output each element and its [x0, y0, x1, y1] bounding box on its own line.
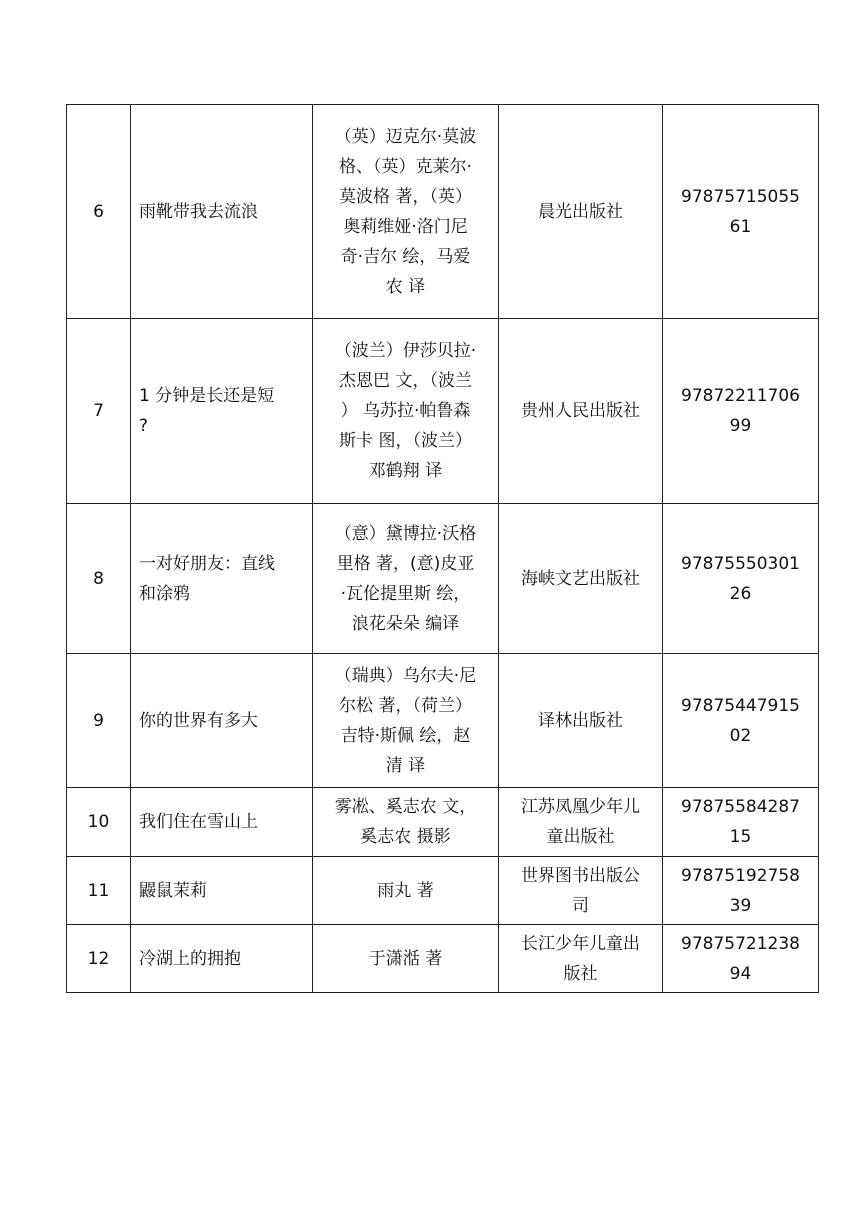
- row-number: 7: [67, 319, 131, 504]
- row-number: 11: [67, 857, 131, 925]
- book-publisher: 海峡文艺出版社: [499, 504, 663, 654]
- table-row: [67, 654, 819, 788]
- book-authors: （波兰）伊莎贝拉· 杰恩巴 文，（波兰 ） 乌苏拉·帕鲁森 斯卡 图，（波兰） 邓鹤翔 译: [313, 319, 499, 504]
- table-row: [67, 105, 819, 319]
- table-row: [67, 925, 819, 993]
- table-row: [67, 504, 819, 654]
- book-isbn: 97872211706 99: [663, 319, 819, 504]
- row-number: 10: [67, 788, 131, 857]
- book-isbn: 97875447915 02: [663, 654, 819, 788]
- book-publisher: 世界图书出版公 司: [499, 857, 663, 925]
- book-authors: （意）黛博拉·沃格 里格 著，(意)皮亚 ·瓦伦提里斯 绘， 浪花朵朵 编译: [313, 504, 499, 654]
- row-number: 6: [67, 105, 131, 319]
- book-title: 你的世界有多大: [131, 654, 313, 788]
- book-title: 冷湖上的拥抱: [131, 925, 313, 993]
- book-authors: （瑞典）乌尔夫·尼 尔松 著，（荷兰） 吉特·斯佩 绘，赵 清 译: [313, 654, 499, 788]
- book-isbn: 97875721238 94: [663, 925, 819, 993]
- book-title: 1 分钟是长还是短 ?: [131, 319, 313, 504]
- row-number: 8: [67, 504, 131, 654]
- book-authors: 于潇湉 著: [313, 925, 499, 993]
- book-isbn: 97875192758 39: [663, 857, 819, 925]
- row-number: 12: [67, 925, 131, 993]
- book-authors: 雨丸 著: [313, 857, 499, 925]
- book-title: 雨靴带我去流浪: [131, 105, 313, 319]
- book-authors: 雾凇、奚志农 文， 奚志农 摄影: [313, 788, 499, 857]
- book-title: 鼹鼠茉莉: [131, 857, 313, 925]
- book-publisher: 长江少年儿童出 版社: [499, 925, 663, 993]
- book-authors: （英）迈克尔·莫波 格、（英）克莱尔· 莫波格 著，（英） 奥莉维娅·洛门尼 奇·吉尔 绘，马爱 农 译: [313, 105, 499, 319]
- book-title: 一对好朋友：直线 和涂鸦: [131, 504, 313, 654]
- book-list-table: [66, 104, 819, 993]
- book-title: 我们住在雪山上: [131, 788, 313, 857]
- book-isbn: 97875715055 61: [663, 105, 819, 319]
- book-publisher: 贵州人民出版社: [499, 319, 663, 504]
- table-body: [67, 105, 819, 993]
- book-publisher: 晨光出版社: [499, 105, 663, 319]
- book-publisher: 江苏凤凰少年儿 童出版社: [499, 788, 663, 857]
- table-row: [67, 788, 819, 857]
- table-row: [67, 319, 819, 504]
- book-isbn: 97875550301 26: [663, 504, 819, 654]
- book-publisher: 译林出版社: [499, 654, 663, 788]
- row-number: 9: [67, 654, 131, 788]
- book-isbn: 97875584287 15: [663, 788, 819, 857]
- table-row: [67, 857, 819, 925]
